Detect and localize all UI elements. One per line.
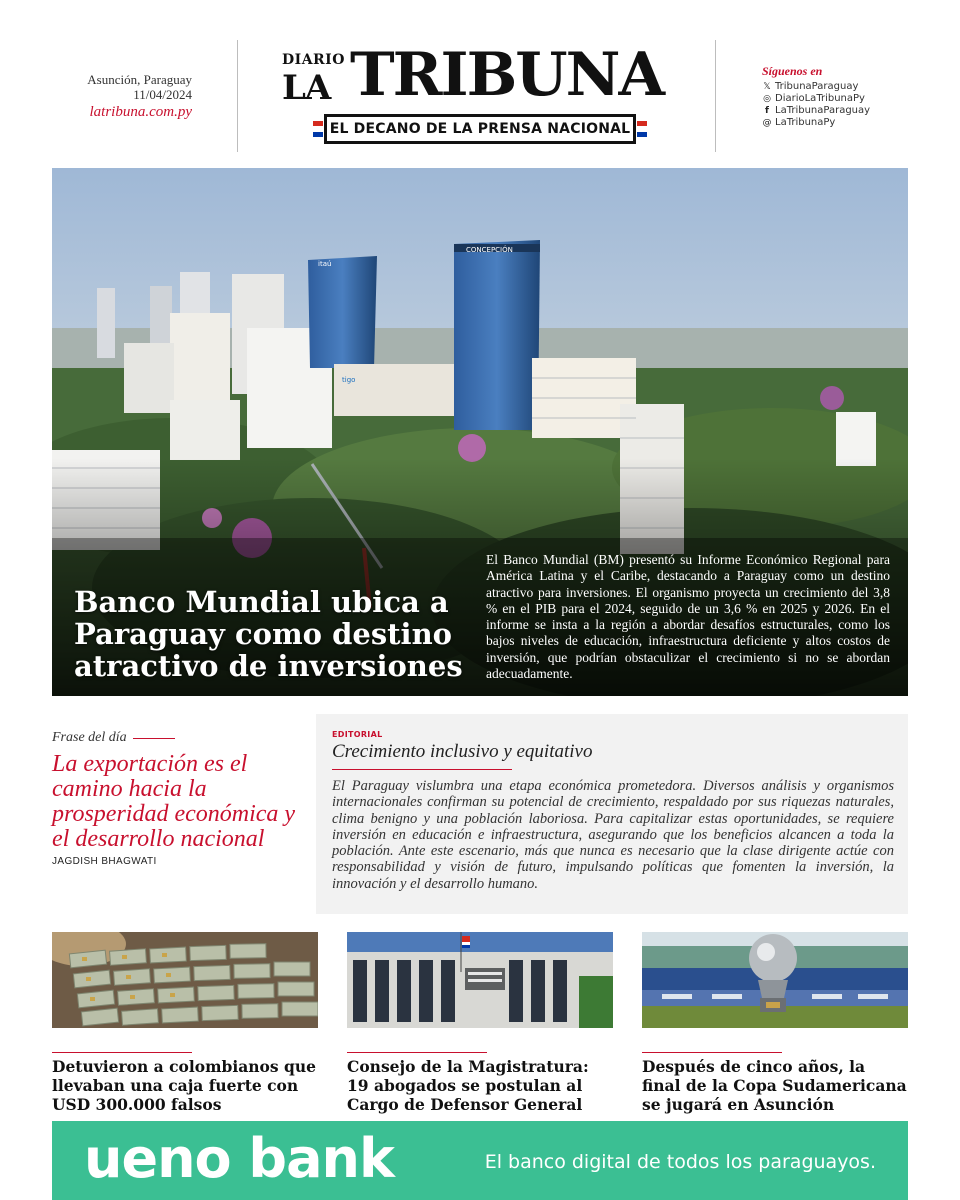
editorial-box: [316, 714, 908, 914]
news-card-magistratura[interactable]: [347, 932, 613, 1114]
quote-of-the-day: [52, 730, 302, 867]
news-thumb-trophy-photo[interactable]: [642, 932, 908, 1028]
news-card-rule: [347, 1052, 487, 1053]
tower-sign: tigo: [342, 376, 356, 384]
masthead-tagline-bar: [324, 114, 636, 144]
header-divider-left: [237, 40, 238, 152]
ueno-bank-ad-banner[interactable]: [52, 1121, 908, 1200]
tower-sign: itaú: [318, 260, 332, 268]
hero-article[interactable]: [52, 168, 908, 696]
threads-icon: @: [762, 118, 772, 128]
news-headline[interactable]: Después de cinco años, la final de la Copa Sudamericana se jugará en Asunción: [642, 1057, 907, 1114]
social-handle: DiarioLaTribunaPy: [775, 93, 865, 104]
header-meta: [52, 72, 192, 121]
social-links: [762, 64, 870, 129]
social-item-instagram[interactable]: [762, 93, 870, 105]
header-date: 11/04/2024: [133, 87, 192, 102]
quote-label: Frase del día: [52, 730, 127, 745]
header-divider-right: [715, 40, 716, 152]
social-handle: LaTribunaParaguay: [775, 105, 871, 116]
news-thumb-building-photo[interactable]: [347, 932, 613, 1028]
quote-text: La exportación es el camino hacia la prosperidad económica y el desarrollo nacional: [52, 751, 296, 852]
hero-headline[interactable]: Banco Mundial ubica a Paraguay como destino atractivo de inversiones: [74, 585, 463, 683]
news-card-rule: [52, 1052, 192, 1053]
social-item-x[interactable]: [762, 81, 870, 93]
x-icon: 𝕏: [763, 82, 771, 92]
facebook-icon: f: [765, 106, 769, 116]
social-item-threads[interactable]: [762, 117, 870, 129]
tower-sign: CONCEPCIÓN: [466, 246, 513, 254]
hero-summary: El Banco Mundial (BM) presentó su Informe Económico Regional para América Latina y el Caribe, destacando a Paraguay como un destino atractivo para inversiones. El organismo proyecta un crecimiento del 3,8 % en el PIB para el 2024, seguido de un 3,6 % en 2025 y 2026. En el informe se insta a la región a abordar desafíos estructurales, como los bajos niveles de educación, infraestructura deficiente y altos costos de inversión, que podrían obstaculizar el crecimiento si no se abordan adecuadamente.: [486, 552, 890, 682]
paraguay-flag-icon: [637, 121, 647, 137]
masthead-logo[interactable]: [278, 40, 682, 152]
masthead-diario: DIARIO: [282, 52, 345, 68]
news-card-copa[interactable]: [642, 932, 908, 1114]
ueno-bank-logo: ueno bank: [84, 1127, 394, 1190]
social-handle: LaTribunaPy: [775, 117, 836, 128]
social-item-facebook[interactable]: [762, 105, 870, 117]
masthead-la: LA: [282, 68, 331, 108]
editorial-title[interactable]: Crecimiento inclusivo y equitativo: [332, 741, 593, 762]
editorial-rule: [332, 769, 512, 770]
news-headline[interactable]: Consejo de la Magistratura: 19 abogados se postulan al Cargo de Defensor General: [347, 1057, 589, 1114]
social-label: Síguenos en: [762, 64, 823, 78]
editorial-label: EDITORIAL: [332, 730, 383, 739]
website-link[interactable]: latribuna.com.py: [89, 104, 192, 120]
quote-author: JAGDISH BHAGWATI: [52, 856, 157, 867]
masthead-tagline: EL DECANO DE LA PRENSA NACIONAL: [329, 121, 631, 137]
news-card-rule: [642, 1052, 782, 1053]
quote-label-rule: [133, 738, 175, 739]
social-handle: TribunaParaguay: [775, 81, 859, 92]
news-thumb-money-photo[interactable]: [52, 932, 318, 1028]
editorial-text: El Paraguay vislumbra una etapa económica prometedora. Diversos análisis y organismos internacionales confirman su potencial de crecimiento, respaldado por sus riquezas naturales, clima benigno y una población laboriosa. Para capitalizar estas oportunidades, se requiere inversión en educación e infraestructura, asegurando que los beneficios alcancen a toda la población. Ante este escenario, más que nunca es necesario que la clase dirigente actúe con responsabilidad y visión de futuro, impulsando políticas que fomenten la inversión, la innovación y el desarrollo humano.: [332, 778, 894, 892]
paraguay-flag-icon: [313, 121, 323, 137]
header-city: Asunción, Paraguay: [87, 72, 192, 87]
instagram-icon: ◎: [763, 94, 771, 104]
quote-label-row: [52, 730, 302, 746]
ad-slogan: El banco digital de todos los paraguayos.: [484, 1151, 876, 1173]
news-card-counterfeit[interactable]: [52, 932, 318, 1114]
masthead-tribuna: TRIBUNA: [350, 40, 664, 110]
news-headline[interactable]: Detuvieron a colombianos que llevaban una caja fuerte con USD 300.000 falsos: [52, 1057, 316, 1114]
